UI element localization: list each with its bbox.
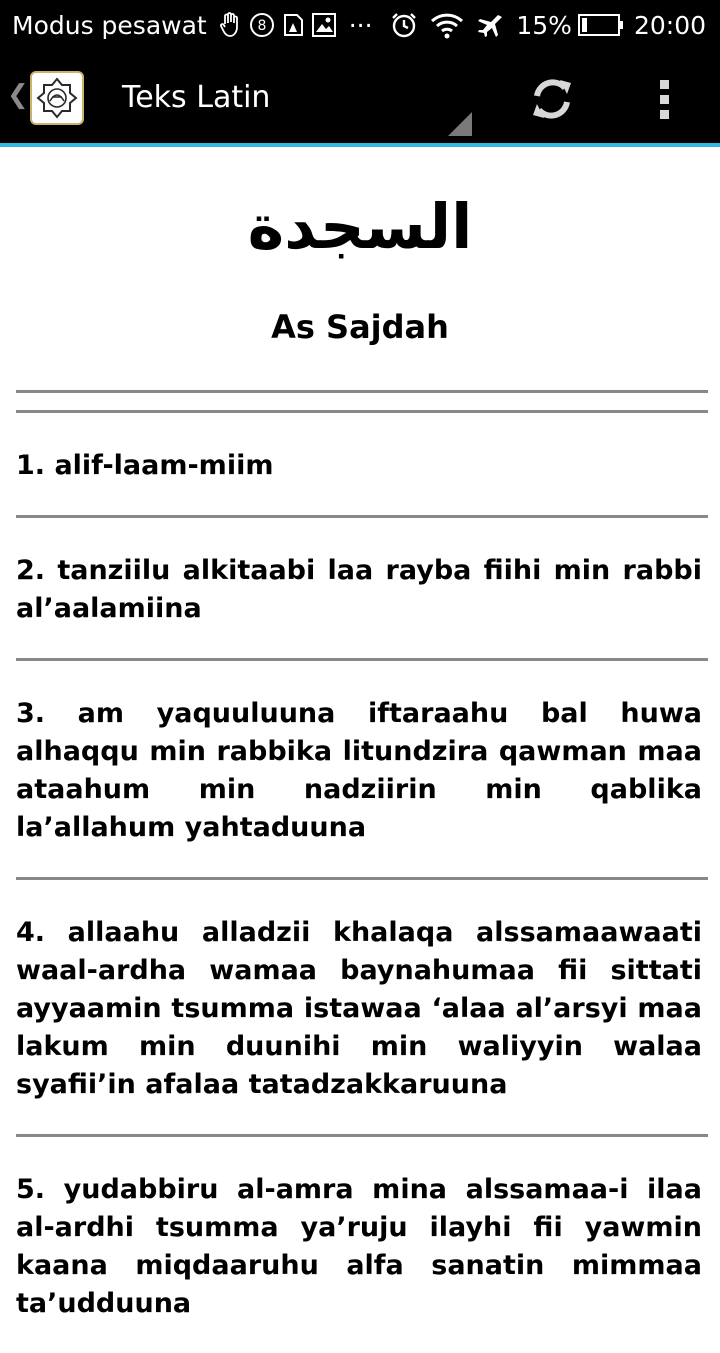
airplane-icon [476, 11, 504, 39]
alarm-icon [390, 11, 418, 39]
verse-text: 1. alif-laam-miim [16, 450, 274, 481]
status-bar-right [378, 11, 720, 40]
verse-content[interactable] [0, 147, 720, 1319]
list-item[interactable] [0, 661, 720, 880]
carrier-label: Modus pesawat [12, 10, 207, 40]
verse-text: 4. allaahu alladzii khalaqa alssamaawaati waal-ardha wamaa baynahumaa fii sittati ayyaamin tsumma istawaa ‘alaa al’arsyi maa lakum min duunihi min waliyyin walaa syafii’in afalaa tatadzakkaruuna [16, 917, 702, 1100]
overflow-menu-icon [660, 80, 669, 89]
divider [16, 390, 708, 393]
surah-arabic-name: السجدة [247, 190, 473, 263]
verse-text: 2. tanziilu alkitaabi laa rayba fiihi min rabbi al’aalamiina [16, 555, 702, 624]
verse-list[interactable] [0, 413, 720, 1353]
up-chevron-icon[interactable]: ❮ [7, 80, 29, 110]
dropdown-indicator-icon[interactable] [448, 112, 472, 136]
surah-latin-name: As Sajdah [271, 308, 449, 346]
overflow-dot [660, 95, 669, 104]
status-bar [0, 0, 720, 50]
overflow-dot [660, 110, 669, 119]
b-circle-icon [249, 12, 275, 38]
wifi-icon [430, 11, 464, 39]
overflow-menu-button[interactable] [642, 72, 686, 126]
app-logo-icon[interactable] [30, 71, 84, 125]
verse-text: 3. am yaquuluuna iftaraahu bal huwa alhaqqu min rabbika litundzira qawman maa ataahum min nadziirin min qablika la’allahum yahtaduuna [16, 698, 702, 843]
action-bar [0, 50, 720, 147]
refresh-icon [527, 74, 577, 124]
svg-text:8: 8 [257, 18, 267, 34]
verse-text: 5. yudabbiru al-amra mina alssamaa-i ilaa al-ardhi tsumma ya’ruju ilayhi fii yawmin kaana miqdaaruhu alfa sanatin mimmaa ta’udduuna [16, 1174, 702, 1319]
hand-icon [219, 12, 243, 38]
list-item[interactable] [0, 518, 720, 661]
list-item[interactable] [0, 1137, 720, 1353]
more-dots-icon: ··· [348, 10, 373, 40]
status-bar-left [0, 11, 373, 40]
storage-icon [281, 12, 305, 38]
battery-percent: 15% [516, 10, 572, 40]
screen-title[interactable]: Teks Latin [122, 80, 271, 115]
list-item[interactable] [0, 880, 720, 1137]
refresh-button[interactable] [525, 72, 579, 126]
clock-time: 20:00 [633, 10, 706, 40]
list-item[interactable] [0, 413, 720, 518]
image-icon [311, 12, 337, 38]
battery-icon [578, 13, 624, 37]
